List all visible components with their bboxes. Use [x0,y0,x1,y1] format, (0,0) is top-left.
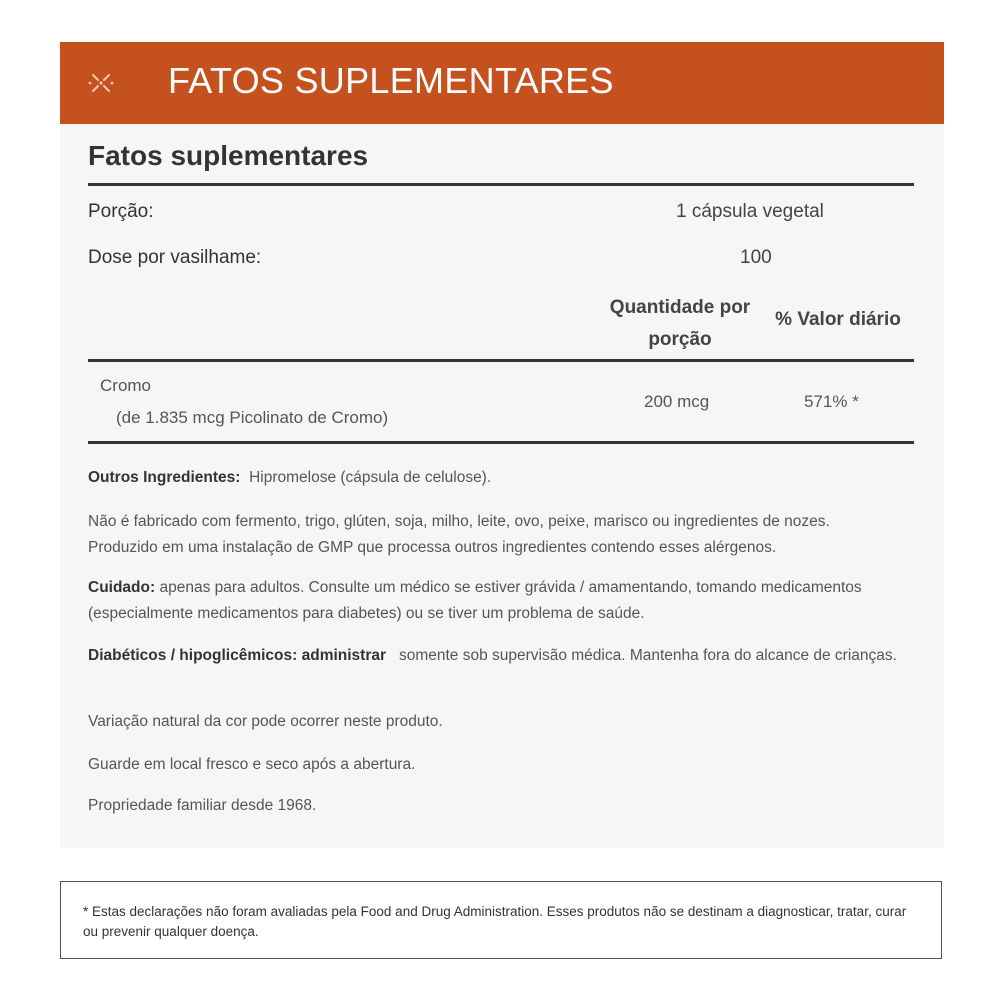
servings-value: 100 [740,247,772,268]
dv-header: % Valor diário [775,309,901,330]
other-ingredients [88,465,918,491]
diabetic-statement [88,643,918,669]
family-note: Propriedade familiar desde 1968. [88,797,317,814]
nutrient-dv: 571% * [804,392,859,411]
nutrient-source: (de 1.835 mcg Picolinato de Cromo) [116,408,389,427]
title-rule [88,183,914,186]
nutrient-amount: 200 mcg [644,392,710,411]
other-ingredients-text: Hipromelose (cápsula de celulose). [249,469,492,486]
header-rule [88,359,914,362]
storage-note: Guarde em local fresco e seco após a abertura. [88,756,416,773]
amount-header-line1: Quantidade por [609,297,751,318]
supplement-facts-card [60,42,944,848]
amount-header-line2: porção [648,329,712,350]
diabetic-label: Diabéticos / hipoglicêmicos: administrar [88,647,387,664]
caution-text: apenas para adultos. Consulte um médico se estiver grávida / amamentando, tomando medicamentos (especialmente medicamentos para diabetes) ou se tiver um problema de saúde. [88,579,862,622]
fda-disclaimer-text: * Estas declarações não foram avaliadas pela Food and Drug Administration. Esses produtos não se destinam a diagnosticar, tratar, curar ou prevenir qualquer doença. [83,904,907,939]
other-ingredients-label: Outros Ingredientes: [88,469,241,486]
nutrient-name: Cromo [100,376,152,395]
caution-statement [88,575,918,627]
color-variation-note: Variação natural da cor pode ocorrer neste produto. [88,713,443,730]
serving-label: Porção: [88,201,154,222]
servings-label: Dose por vasilhame: [88,247,262,268]
allergen-line-2: Produzido em uma instalação de GMP que processa outros ingredientes contendo esses alérgenos. [88,539,777,556]
nutrient-rule [88,441,914,444]
caution-label: Cuidado: [88,579,156,596]
allergen-line-1: Não é fabricado com fermento, trigo, glúten, soja, milho, leite, ovo, peixe, marisco ou ingredientes de nozes. [88,513,830,530]
banner-title: FATOS SUPLEMENTARES [168,60,614,101]
allergen-statement [88,509,918,561]
facts-title: Fatos suplementares [88,140,369,171]
fda-disclaimer-box [60,881,942,959]
diabetic-text: somente sob supervisão médica. Mantenha fora do alcance de crianças. [398,647,897,664]
sparkle-icon [86,68,116,98]
amount-header [600,292,760,356]
header-banner [60,42,944,124]
serving-value: 1 cápsula vegetal [676,201,824,222]
